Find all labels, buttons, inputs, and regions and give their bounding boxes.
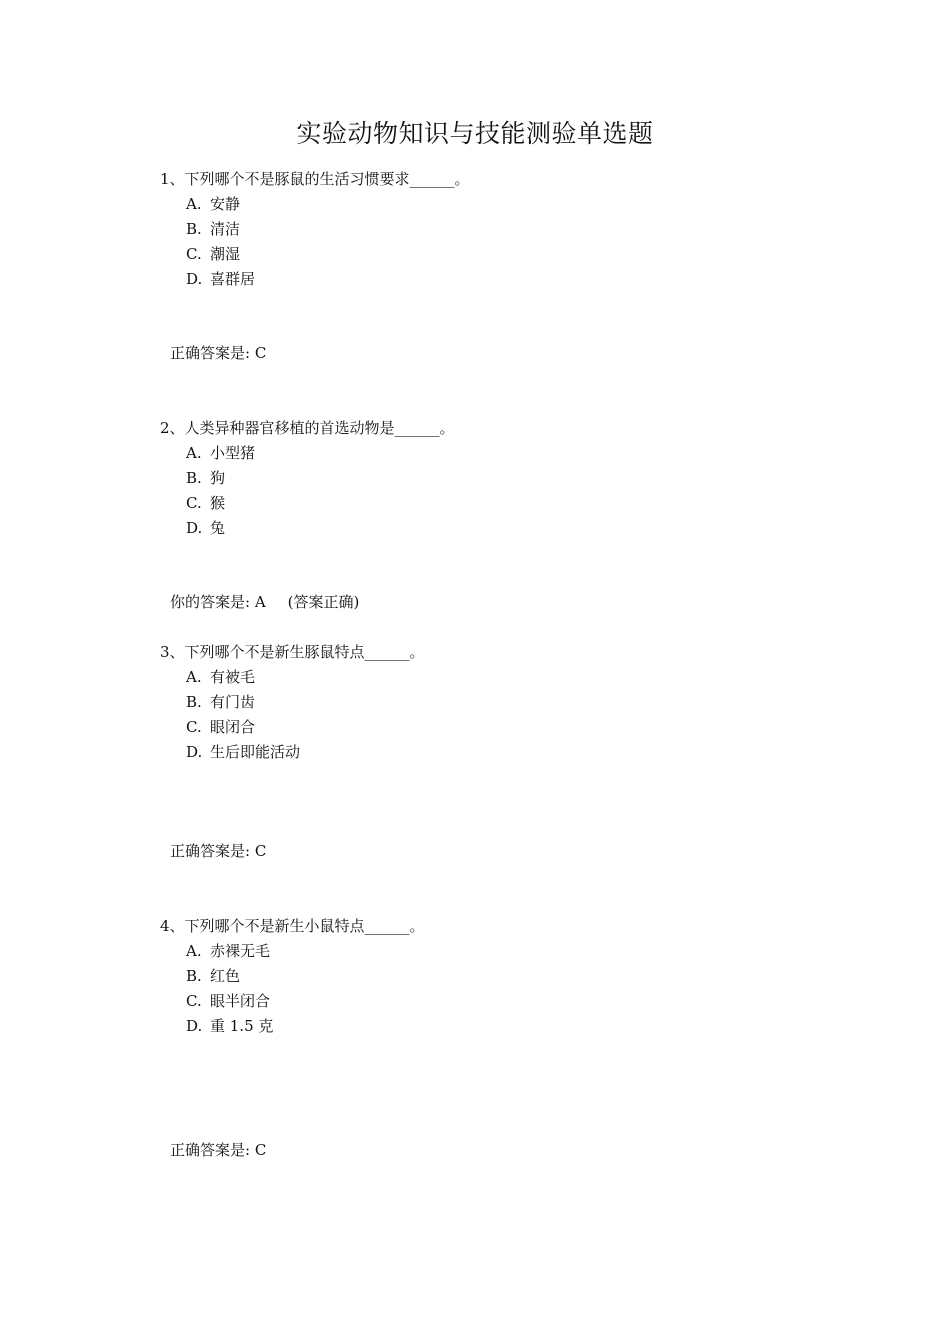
option-letter: C. xyxy=(186,245,202,263)
option-b xyxy=(186,964,425,989)
option-d xyxy=(186,516,455,541)
option-text: 赤裸无毛 xyxy=(210,942,271,960)
option-d xyxy=(186,1014,425,1039)
option-letter: A. xyxy=(186,942,202,960)
question-3 xyxy=(160,640,425,765)
option-letter: D. xyxy=(186,743,203,761)
option-letter: C. xyxy=(186,494,202,512)
option-a xyxy=(186,665,425,690)
option-letter: C. xyxy=(186,992,202,1010)
option-text: 红色 xyxy=(210,967,241,985)
option-letter: D. xyxy=(186,519,203,537)
question-2 xyxy=(160,416,455,541)
option-a xyxy=(186,192,470,217)
option-text: 猴 xyxy=(210,494,226,512)
option-letter: A. xyxy=(186,195,202,213)
option-c xyxy=(186,491,455,516)
option-letter: C. xyxy=(186,718,202,736)
question-4 xyxy=(160,914,425,1039)
page-title: 实验动物知识与技能测验单选题 xyxy=(296,119,654,148)
option-text: 眼闭合 xyxy=(210,718,256,736)
answer-status: (答案正确) xyxy=(287,593,360,611)
answer-label: 正确答案是: C xyxy=(170,842,267,860)
answer-label: 你的答案是: A xyxy=(170,593,266,611)
option-b xyxy=(186,466,455,491)
option-a xyxy=(186,441,455,466)
option-text: 眼半闭合 xyxy=(210,992,271,1010)
answer-label: 正确答案是: C xyxy=(170,344,267,362)
option-d xyxy=(186,267,470,292)
answer-line-2 xyxy=(170,591,359,612)
option-text: 潮湿 xyxy=(210,245,241,263)
option-text: 兔 xyxy=(210,519,226,537)
option-letter: B. xyxy=(186,967,202,985)
option-letter: B. xyxy=(186,220,202,238)
option-text: 小型猪 xyxy=(210,444,256,462)
answer-line-3 xyxy=(170,840,266,861)
option-text: 生后即能活动 xyxy=(210,743,301,761)
option-c xyxy=(186,989,425,1014)
option-text: 有门齿 xyxy=(210,693,256,711)
question-stem: 3、下列哪个不是新生豚鼠特点______。 xyxy=(160,643,425,661)
answer-line-4 xyxy=(170,1139,266,1160)
option-text: 重 1.5 克 xyxy=(210,1017,274,1035)
option-text: 有被毛 xyxy=(210,668,256,686)
option-a xyxy=(186,939,425,964)
option-letter: D. xyxy=(186,270,203,288)
option-letter: A. xyxy=(186,444,202,462)
answer-line-1 xyxy=(170,342,266,363)
option-c xyxy=(186,242,470,267)
option-text: 清洁 xyxy=(210,220,241,238)
option-text: 喜群居 xyxy=(210,270,256,288)
question-stem: 1、下列哪个不是豚鼠的生活习惯要求______。 xyxy=(160,170,470,188)
option-b xyxy=(186,217,470,242)
option-letter: B. xyxy=(186,693,202,711)
question-stem: 4、下列哪个不是新生小鼠特点______。 xyxy=(160,917,425,935)
option-c xyxy=(186,715,425,740)
option-text: 安静 xyxy=(210,195,241,213)
answer-label: 正确答案是: C xyxy=(170,1141,267,1159)
question-stem: 2、人类异种器官移植的首选动物是______。 xyxy=(160,419,455,437)
option-letter: A. xyxy=(186,668,202,686)
option-b xyxy=(186,690,425,715)
question-1 xyxy=(160,167,470,292)
option-letter: B. xyxy=(186,469,202,487)
option-text: 狗 xyxy=(210,469,226,487)
option-d xyxy=(186,740,425,765)
option-letter: D. xyxy=(186,1017,203,1035)
